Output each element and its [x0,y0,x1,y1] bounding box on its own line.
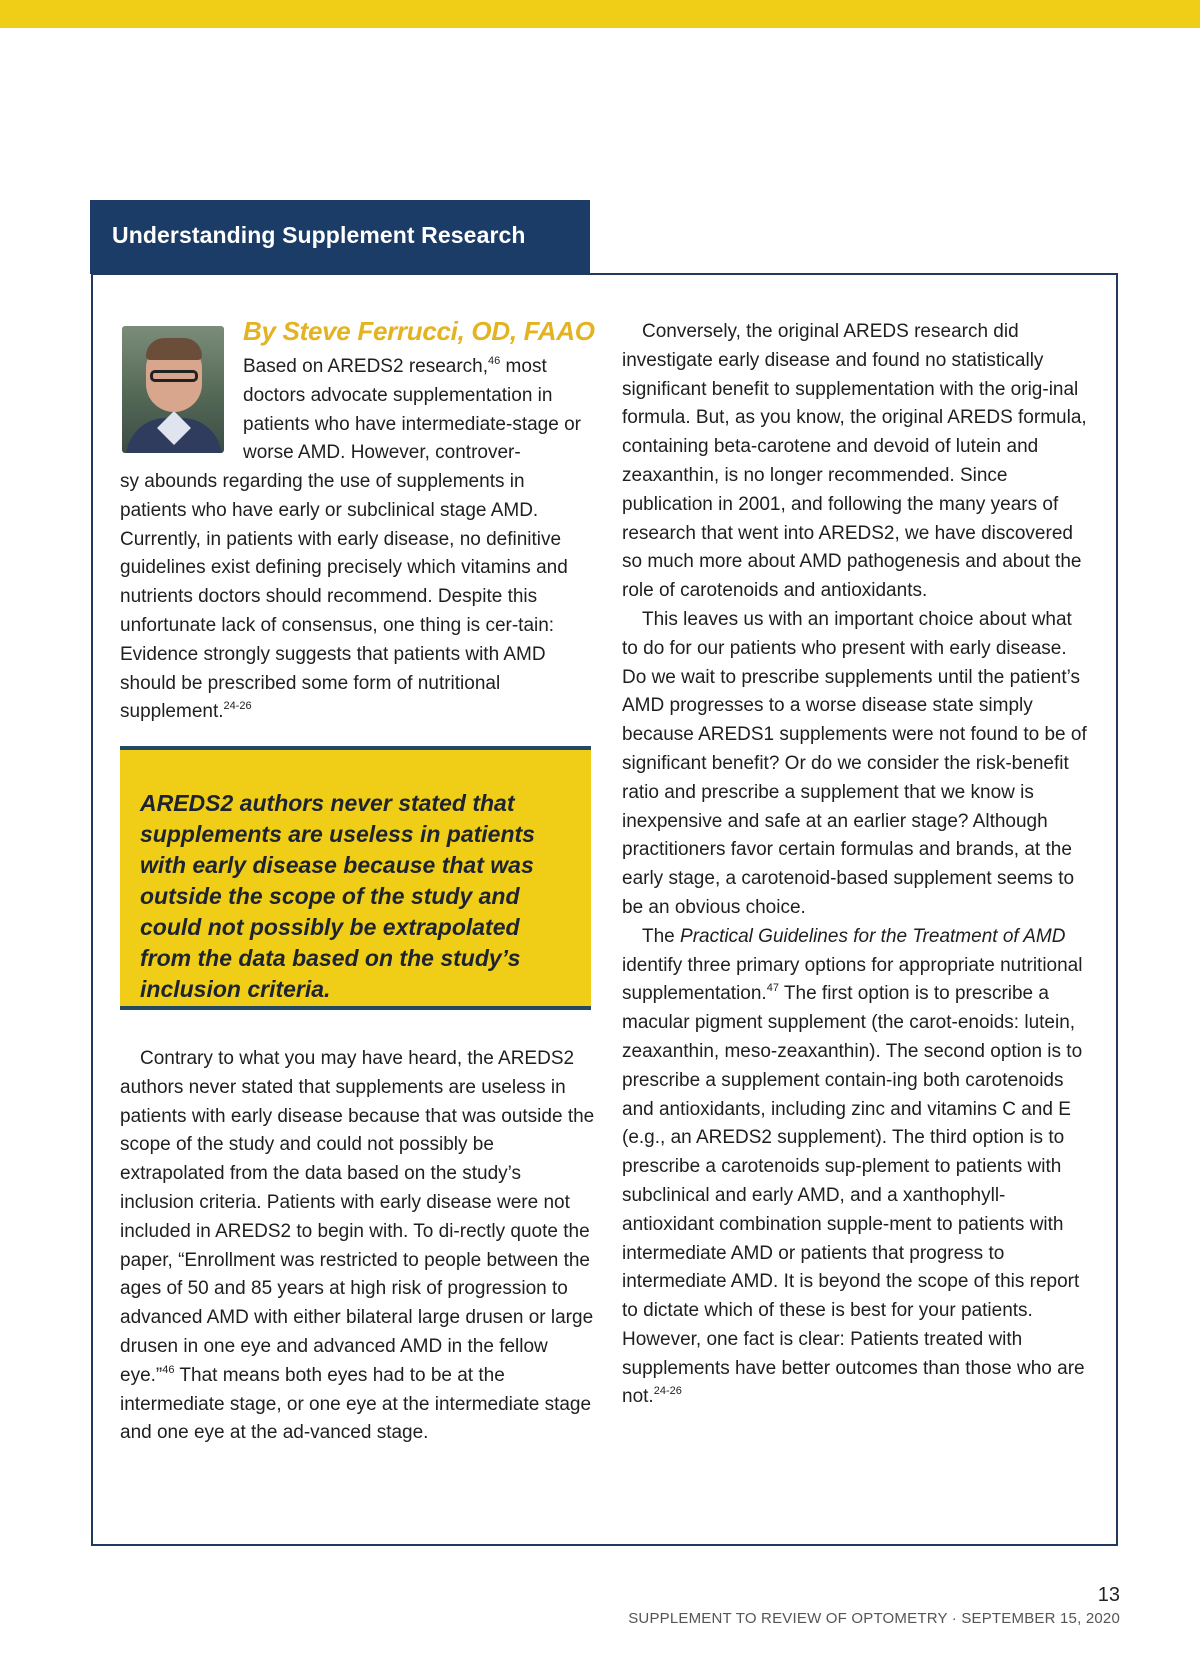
footnote-ref: 24-26 [223,700,252,713]
paragraph: The Practical Guidelines for the Treatment of AMD identify three primary options for appropriate nutritional supplementation.$^{47}$ The first option is to prescribe a macular pigment supplement (the carot-enoids: lutein, zeaxanthin, meso-zeaxanthin). The second option is to prescribe a supplement contain-ing both carotenoids and antioxidants, including zinc and vitamins C and E (e.g., an AREDS2 supplement). The third option is to prescribe a carotenoids sup-plement to patients with subclinical and early AMD, and a xanthophyll-antioxidant combination supple-ment to patients with intermediate AMD or patients that progress to intermediate AMD. It is beyond the scope of this report to dictate which of these is best for your patients. However, one fact is clear: Patients treated with supplements have better outcomes than those who are not.$^{24-26}$ [622,925,1085,1408]
left-column-body [120,1045,595,1448]
top-accent-bar [0,0,1200,28]
callout-bottom-rule [120,1006,591,1010]
paragraph: This leaves us with an important choice about what to do for our patients who present with early disease. Do we wait to prescribe supplements until the patient’s AMD progresses to a worse disease state simply because AREDS1 supplements were not found to be of significant benefit? Or do we consider the risk-benefit ratio and prescribe a supplement that we know is inexpensive and safe at an earlier stage? Although practitioners favor certain formulas and brands, at the early stage, a carotenoid-based supplement seems to be an obvious choice. [622,608,1087,918]
author-byline: By Steve Ferrucci, OD, FAAO [243,316,595,346]
author-photo [122,326,224,453]
paragraph: Conversely, the original AREDS research did investigate early disease and found no statistically significant benefit to supplementation with the orig-inal formula. But, as you know, the original AREDS formula, containing beta-carotene and devoid of lutein and zeaxanthin, is no longer recommended. Since publication in 2001, and following the many years of research that went into AREDS2, we have discovered so much more about AMD pathogenesis and about the role of carotenoids and antioxidants. [622,321,1087,602]
footnote-ref: 46 [162,1363,175,1376]
footnote-ref: 46 [488,355,501,367]
page-number: 13 [1097,1584,1120,1606]
footnote-ref: 24-26 [653,1385,682,1398]
publication-footer: SUPPLEMENT TO REVIEW OF OPTOMETRY · SEPTEMBER 15, 2020 [628,1610,1120,1627]
intro-text: sy abounds regarding the use of supplements in patients who have early or subclinical stage AMD. Currently, in patients with early disease, no definitive guidelines exist defining precisely which vitamins and nutrients doctors should recommend. Despite this unfortunate lack of consensus, one thing is cer-tain: Evidence strongly suggests that patients with AMD should be prescribed some form of nutritional supplement.$^{24-26}$ [120,471,568,723]
right-column-body [622,318,1092,1412]
paragraph: Contrary to what you may have heard, the AREDS2 authors never stated that supplements are useless in patients with early disease because that was outside the scope of the study and could not possibly be extrapolated from the data based on the study’s inclusion criteria. Patients with early disease were not included in AREDS2 to begin with. To di-rectly quote the paper, “Enrollment was restricted to people between the ages of 50 and 85 years at high risk of progression to advanced AMD with either bilateral large drusen or large drusen in one eye and advanced AMD in the fellow eye.”$^{46}$ That means both eyes had to be at the intermediate stage, or one eye at the intermediate stage and one eye at the ad-vanced stage. [120,1048,595,1444]
sidebar-title: Understanding Supplement Research [90,200,590,274]
pull-quote: AREDS2 authors never stated that supplements are useless in patients with early disease because that was outside the scope of the study and could not possibly be extrapolated from the data based on the study’s inclusion criteria. [120,750,591,1006]
intro-text-wrap: Based on AREDS2 research,$^{46}$ most doctors advocate supplementation in patients who have intermediate-stage or worse AMD. However, controver- [243,355,581,464]
footnote-ref: 47 [766,982,779,995]
